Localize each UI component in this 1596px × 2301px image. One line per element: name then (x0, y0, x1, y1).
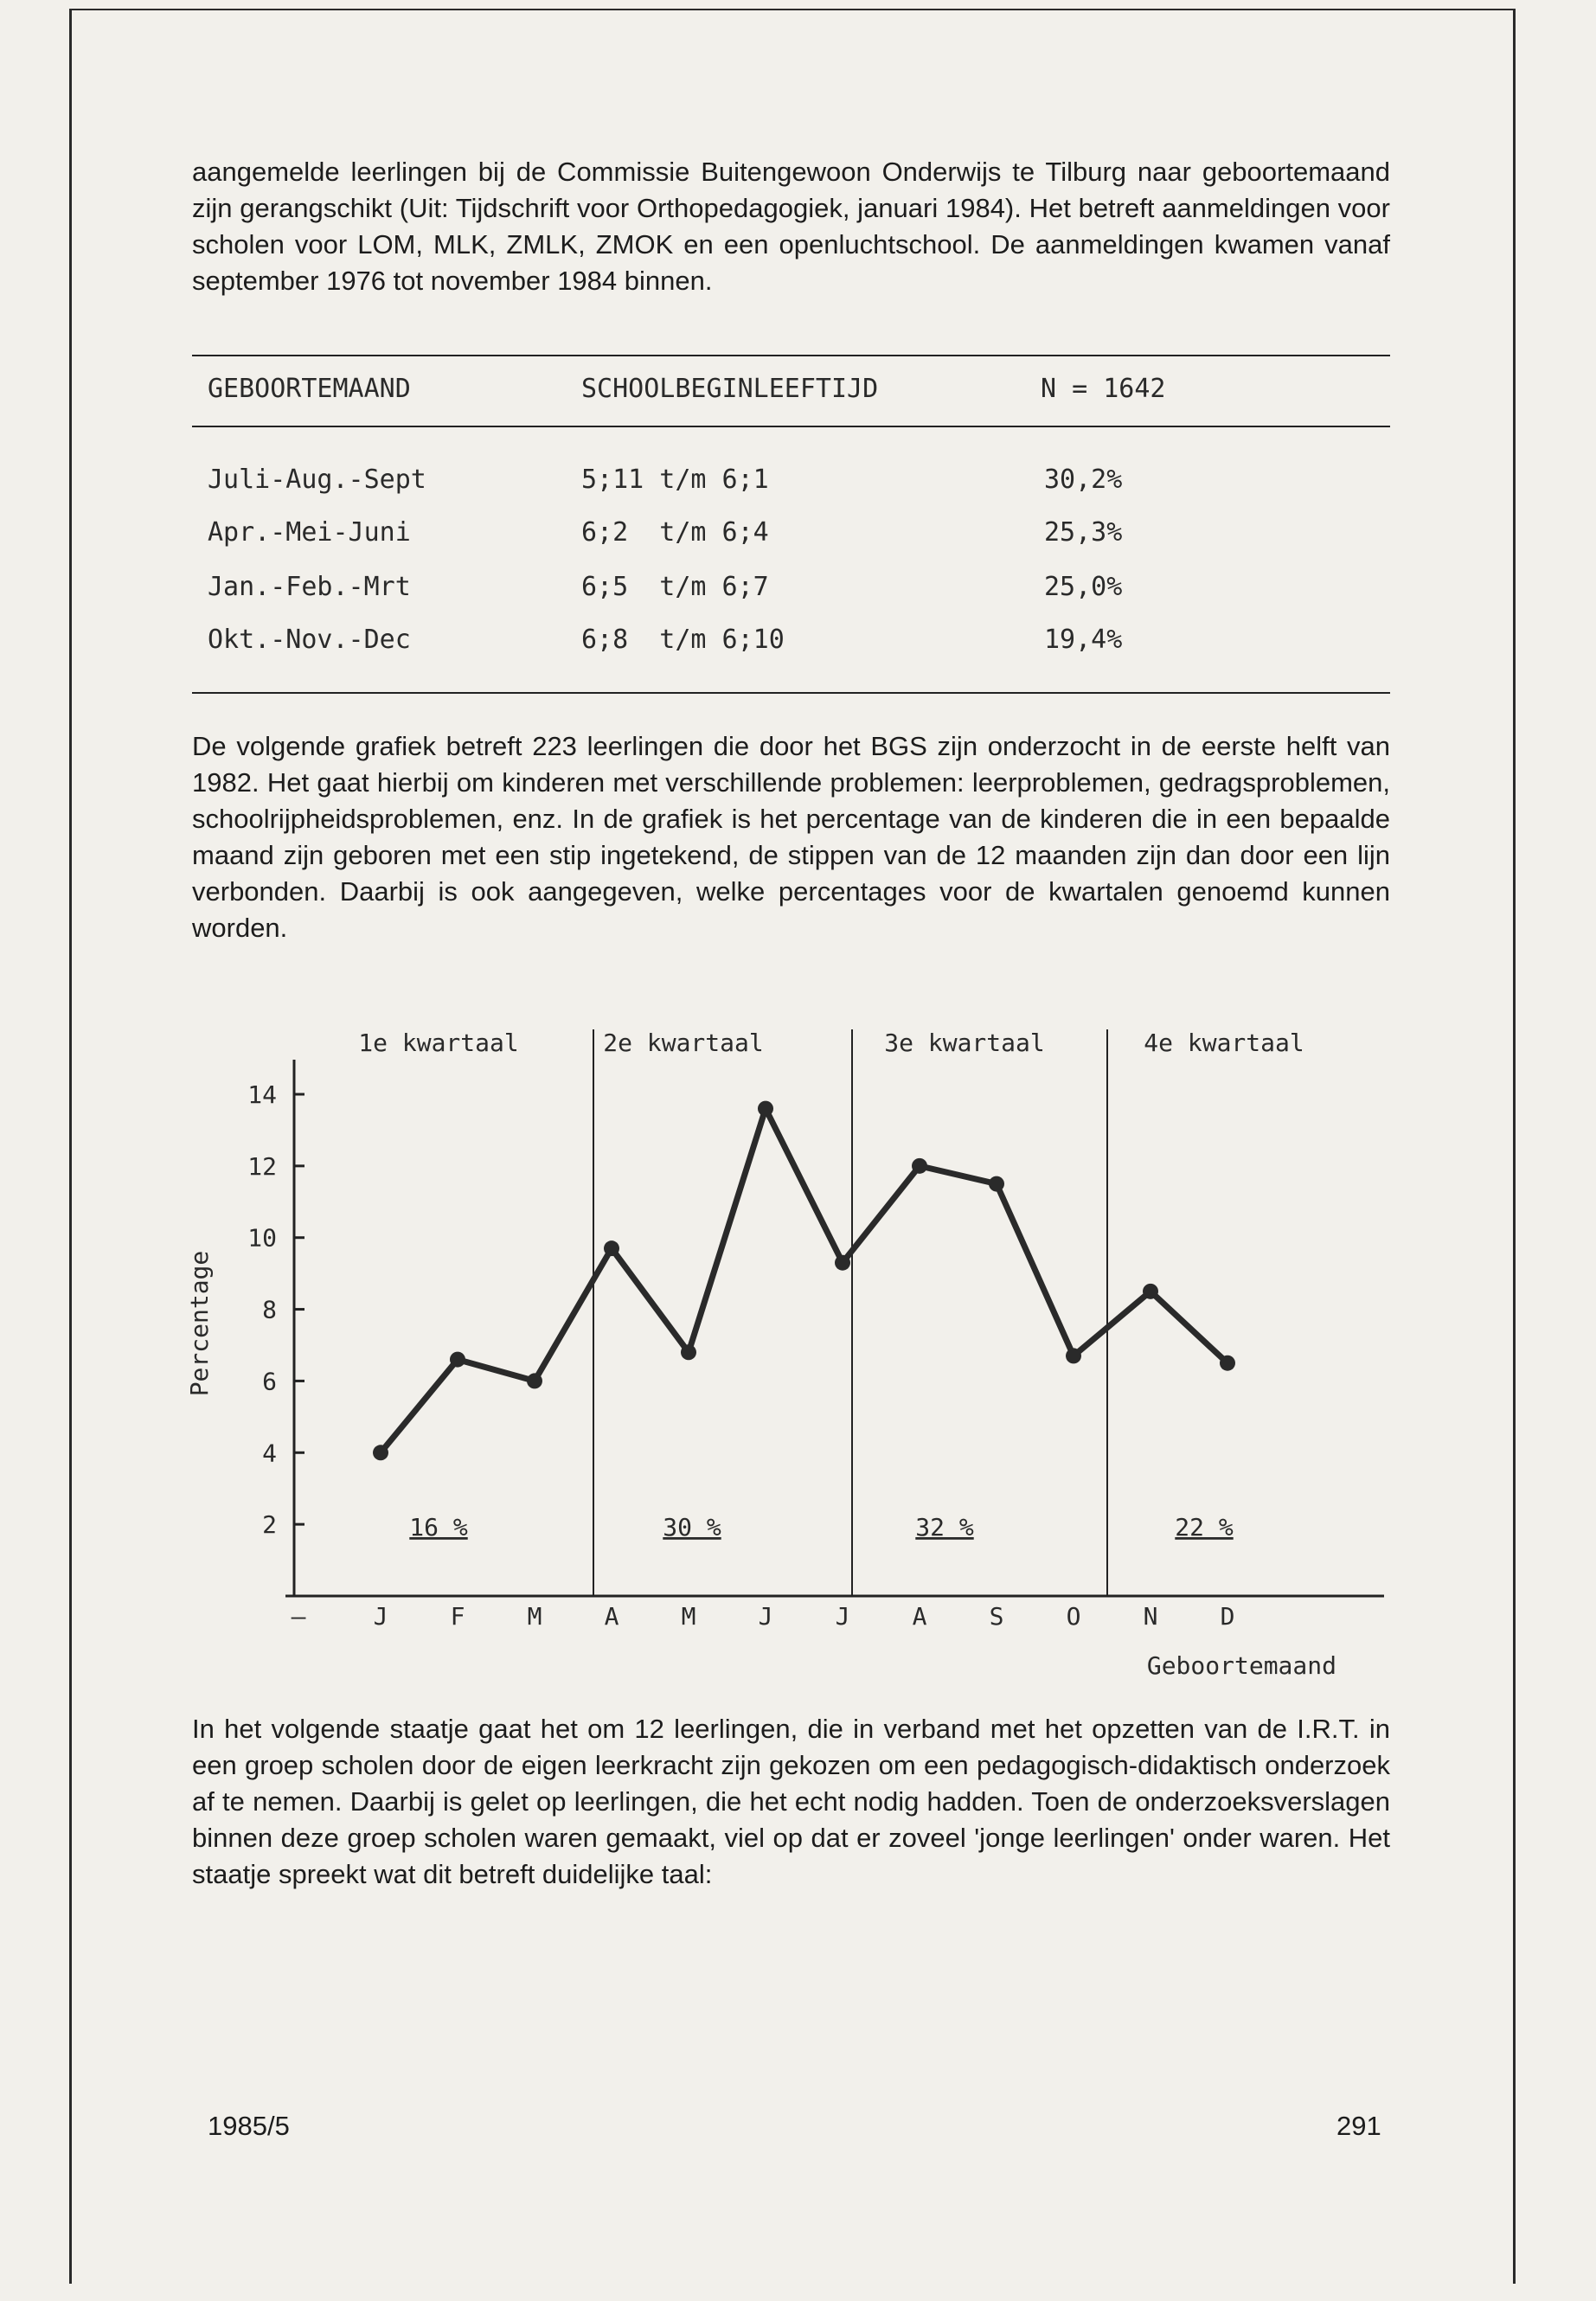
data-point (835, 1255, 850, 1271)
table-header-age: SCHOOLBEGINLEEFTIJD (581, 374, 879, 404)
x-tick-label: O (1066, 1602, 1081, 1631)
data-point (373, 1445, 388, 1460)
table-row-3-percent: 25,0% (1044, 572, 1123, 602)
data-point (1066, 1348, 1081, 1363)
y-tick-label: 14 (247, 1080, 277, 1109)
data-point (1143, 1284, 1158, 1299)
table-row-4-month: Okt.-Nov.-Dec (208, 625, 411, 655)
staatje-paragraph: In het volgende staatje gaat het om 12 leerlingen, die in verband met het opzetten van de I.R.T. in een groep scholen door de eigen leerkracht zijn gekozen om een pedagogisch-didaktisch onderzoek af te nemen. Daarbij is gelet op leerlingen, die het echt nodig hadden. Toen de onderzoeksverslagen binnen deze groep scholen waren gemaakt, viel op dat er zoveel 'jonge leerlingen' onder waren. Het staatje spreekt wat dit betreft duidelijke taal: (192, 1714, 1390, 1889)
x-tick-label: J (373, 1602, 388, 1631)
data-point (989, 1176, 1004, 1192)
data-point (681, 1344, 696, 1360)
quarter-label-2: 2e kwartaal (603, 1029, 764, 1057)
table-row-4-age: 6;8 t/m 6;10 (581, 625, 785, 655)
x-tick-label: A (604, 1602, 619, 1631)
table-row-1-age: 5;11 t/m 6;1 (581, 465, 769, 495)
table-row-1-month: Juli-Aug.-Sept (208, 465, 426, 495)
y-tick-label: 8 (262, 1295, 277, 1324)
data-point (1220, 1356, 1235, 1371)
x-tick-label: D (1220, 1602, 1235, 1631)
data-point (450, 1352, 465, 1368)
table-row-4-percent: 19,4% (1044, 625, 1123, 655)
data-point (758, 1101, 773, 1117)
intro-paragraph: aangemelde leerlingen bij de Commissie Buitengewoon Onderwijs te Tilburg naar geboortemaand zijn gerangschikt (Uit: Tijdschrift voor Orthopedagogiek, januari 1984). Het betreft aanmeldingen voor scholen voor LOM, MLK, ZMLK, ZMOK en een openluchtschool. De aanmeldingen kwamen vanaf september 1976 tot november 1984 binnen. (192, 157, 1390, 296)
y-axis-label: Percentage (185, 1250, 214, 1397)
quarter-percent-2: 30 % (663, 1513, 721, 1541)
table-row-2-percent: 25,3% (1044, 517, 1123, 548)
data-point (527, 1373, 542, 1388)
y-tick-label: 6 (262, 1367, 277, 1396)
table-row-3-age: 6;5 t/m 6;7 (581, 572, 769, 602)
table-row-1-percent: 30,2% (1044, 465, 1123, 495)
table-row-2-month: Apr.-Mei-Juni (208, 517, 411, 548)
series-line (381, 1109, 1227, 1453)
table-header-n: N = 1642 (1041, 374, 1166, 404)
x-tick-label: J (835, 1602, 850, 1631)
table-header-month: GEBOORTEMAAND (208, 374, 411, 404)
y-tick-label: 4 (262, 1439, 277, 1468)
x-tick-label: A (912, 1602, 927, 1631)
x-tick-label: S (989, 1602, 1004, 1631)
x-origin-label: — (291, 1602, 306, 1631)
footer-page-number: 291 (1336, 2111, 1381, 2141)
x-axis-label: Geboortemaand (1146, 1651, 1336, 1680)
y-tick-label: 2 (262, 1510, 277, 1540)
table-row-2-age: 6;2 t/m 6;4 (581, 517, 769, 548)
x-tick-label: J (758, 1602, 773, 1631)
y-tick-label: 12 (247, 1151, 277, 1181)
quarter-label-3: 3e kwartaal (884, 1029, 1045, 1057)
footer-issue: 1985/5 (208, 2111, 290, 2141)
y-tick-label: 10 (247, 1223, 277, 1253)
data-point (912, 1158, 927, 1174)
data-point (604, 1240, 619, 1256)
x-tick-label: M (681, 1602, 696, 1631)
quarter-percent-1: 16 % (409, 1513, 468, 1541)
x-tick-label: N (1143, 1602, 1158, 1631)
table-row-3-month: Jan.-Feb.-Mrt (208, 572, 411, 602)
quarter-label-4: 4e kwartaal (1144, 1029, 1304, 1057)
grafiek-paragraph: De volgende grafiek betreft 223 leerlingen die door het BGS zijn onderzocht in de eerste helft van 1982. Het gaat hierbij om kinderen met verschillende problemen: leerproblemen, gedragsproblemen, schoolrijpheidsproblemen, enz. In de grafiek is het percentage van de kinderen die in een bepaalde maand zijn geboren met een stip ingetekend, de stippen van de 12 maanden zijn dan door een lijn verbonden. Daarbij is ook aangegeven, welke percentages voor de kwartalen genoemd kunnen worden. (192, 731, 1390, 943)
quarter-percent-3: 32 % (915, 1513, 974, 1541)
x-tick-label: F (450, 1602, 465, 1631)
quarter-percent-4: 22 % (1175, 1513, 1234, 1541)
x-tick-label: M (527, 1602, 542, 1631)
quarter-label-1: 1e kwartaal (358, 1029, 519, 1057)
